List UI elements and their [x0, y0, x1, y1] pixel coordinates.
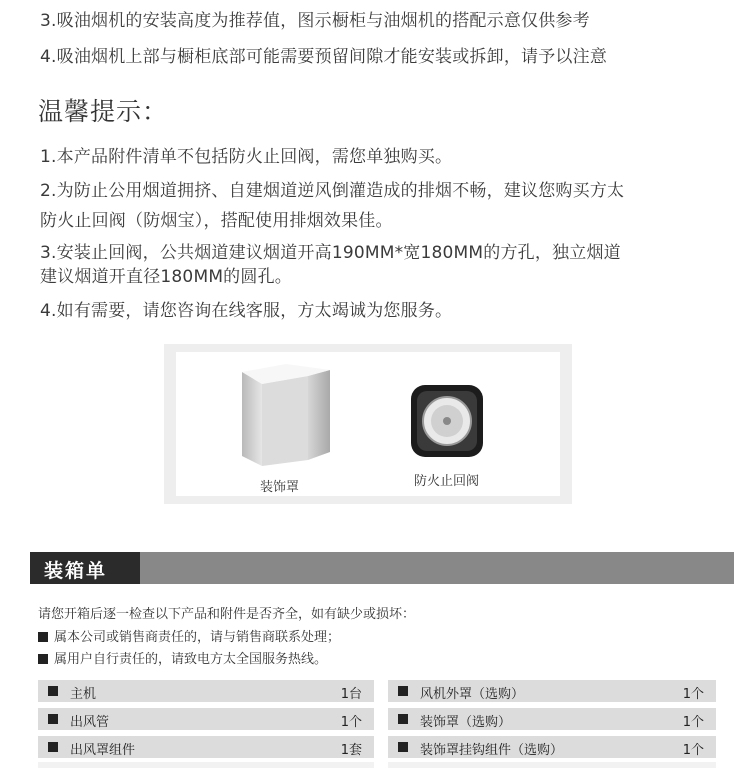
- row-separator: [388, 762, 716, 768]
- table-row: [38, 708, 374, 730]
- bullet-square-icon: [48, 714, 58, 724]
- item-name: 出风罩组件: [70, 743, 136, 758]
- item-name: 装饰罩挂钩组件（选购）: [420, 743, 564, 758]
- tip-line-2: 2.为防止公用烟道拥挤、自建烟道逆风倒灌造成的排烟不畅，建议您购买方太: [40, 181, 625, 201]
- item-name: 出风管: [70, 715, 110, 730]
- row-separator: [38, 762, 374, 768]
- item-qty: 1个: [682, 715, 704, 730]
- item-name: 主机: [70, 687, 97, 702]
- table-row: [38, 680, 374, 702]
- item-qty: 1个: [682, 687, 704, 702]
- table-row: [38, 736, 374, 758]
- table-row: [388, 736, 716, 758]
- item-qty: 1个: [682, 743, 704, 758]
- tips-title: 温馨提示：: [38, 97, 169, 126]
- packing-list-title: 装箱单: [44, 560, 108, 582]
- install-note-4: 4.吸油烟机上部与橱柜底部可能需要预留间隙才能安装或拆卸，请予以注意: [40, 47, 608, 67]
- packing-intro: 请您开箱后逐一检查以下产品和附件是否齐全，如有缺少或损坏：: [38, 607, 416, 622]
- tip-line-3b: 建议烟道开直径180MM的圆孔。: [40, 267, 292, 287]
- fire-check-valve-caption: 防火止回阀: [414, 474, 480, 489]
- bullet-square-icon: [48, 686, 58, 696]
- tip-line-1: 1.本产品附件清单不包括防火止回阀，需您单独购买。: [40, 147, 453, 167]
- packing-note-1: [38, 626, 340, 645]
- bullet-square-icon: [398, 714, 408, 724]
- tip-line-3: 3.安装止回阀，公共烟道建议烟道开高190MM*宽180MM的方孔，独立烟道: [40, 243, 621, 263]
- table-row: [388, 708, 716, 730]
- bullet-square-icon: [38, 654, 48, 664]
- fire-check-valve-icon: [408, 382, 486, 460]
- packing-note-1-text: 属本公司或销售商责任的，请与销售商联系处理；: [54, 630, 341, 645]
- accessory-products-inner: [176, 352, 560, 496]
- packing-note-2: [38, 648, 327, 667]
- packing-note-2-text: 属用户自行责任的，请致电方太全国服务热线。: [54, 652, 328, 667]
- decorative-cover-icon: [238, 362, 334, 472]
- item-qty: 1个: [340, 715, 362, 730]
- bullet-square-icon: [38, 632, 48, 642]
- accessory-products-panel: [164, 344, 572, 504]
- install-note-3: 3.吸油烟机的安装高度为推荐值，图示橱柜与油烟机的搭配示意仅供参考: [40, 11, 590, 31]
- bullet-square-icon: [48, 742, 58, 752]
- tip-line-2b: 防火止回阀（防烟宝），搭配使用排烟效果佳。: [40, 211, 393, 231]
- item-qty: 1套: [340, 743, 362, 758]
- table-row: [388, 680, 716, 702]
- item-qty: 1台: [340, 687, 362, 702]
- bullet-square-icon: [398, 742, 408, 752]
- item-name: 装饰罩（选购）: [420, 715, 512, 730]
- decorative-cover-caption: 装饰罩: [260, 480, 300, 495]
- item-name: 风机外罩（选购）: [420, 687, 525, 702]
- tip-line-4: 4.如有需要，请您咨询在线客服，方太竭诚为您服务。: [40, 301, 453, 321]
- bullet-square-icon: [398, 686, 408, 696]
- packing-list-header-bar: [140, 552, 734, 584]
